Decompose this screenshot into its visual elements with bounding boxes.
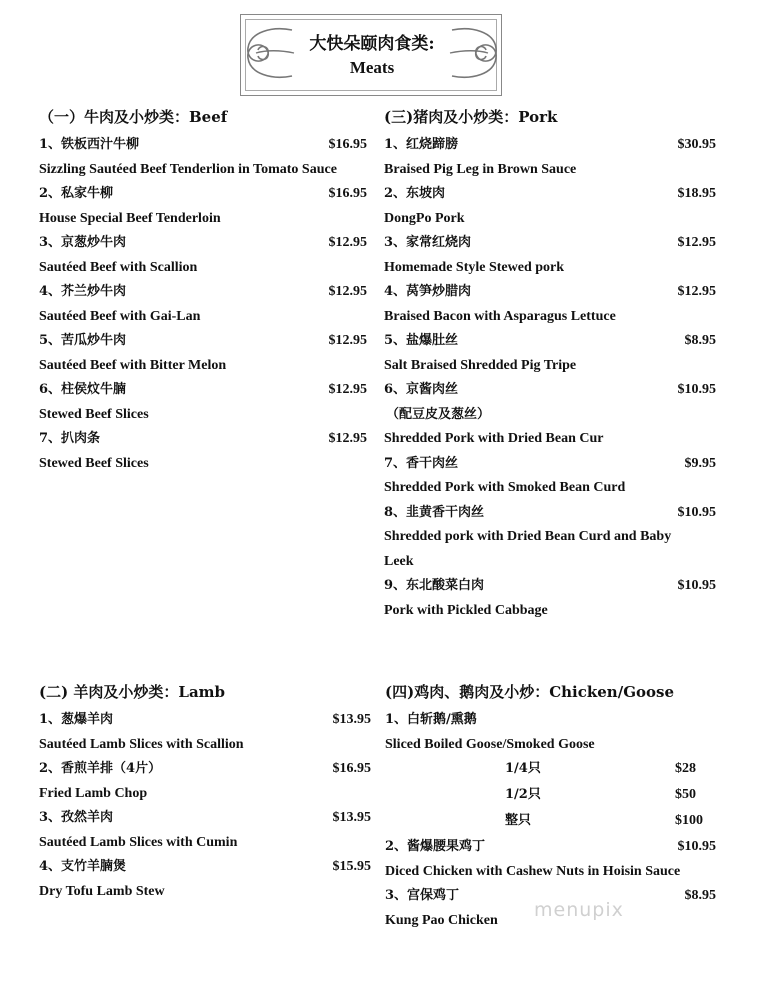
price: $10.95 — [677, 839, 716, 854]
dish-name-english — [39, 158, 367, 183]
price: $100 — [675, 813, 703, 828]
dish-name-chinese: 5、盐爆肚丝 — [384, 333, 459, 348]
price: $10.95 — [677, 578, 716, 593]
dish-name-english-text: Sautéed Lamb Slices with Scallion — [39, 736, 244, 752]
dish-name-english — [39, 207, 367, 232]
dish-name-english — [385, 860, 716, 885]
dish-name-english-text: Sizzling Sautéed Beef Tenderlion in Tomato Sauce — [39, 161, 337, 177]
dish-name-english-text: Stewed Beef Slices — [39, 455, 149, 471]
dish-name-english-text: Dry Tofu Lamb Stew — [39, 883, 165, 899]
section-title-lamb: (二) 羊肉及小炒类：Lamb — [39, 683, 226, 701]
price: $16.95 — [332, 761, 371, 776]
menu-item-row — [39, 329, 367, 354]
dish-name-chinese: 4、芥兰炒牛肉 — [39, 284, 127, 299]
portion-label: 1/2只 — [505, 787, 541, 802]
dish-name-english — [39, 782, 371, 807]
dish-name-chinese: 5、苦瓜炒牛肉 — [39, 333, 127, 348]
dish-name-chinese: 3、孜然羊肉 — [39, 810, 114, 825]
dish-name-chinese: 6、柱侯炆牛腩 — [39, 382, 127, 397]
dish-name-english-text: Sliced Boiled Goose/Smoked Goose — [385, 736, 595, 752]
dish-name-english — [384, 305, 716, 330]
dish-name-english — [39, 452, 367, 477]
price: $13.95 — [332, 712, 371, 727]
menu-item-row — [384, 501, 716, 526]
dish-name-english — [39, 831, 371, 856]
dish-name-english — [39, 354, 367, 379]
section-title-beef: （一）牛肉及小炒类：Beef — [39, 108, 228, 126]
dish-name-english-text: Shredded Pork with Smoked Bean Curd — [384, 480, 626, 495]
flourish-right-icon — [448, 22, 502, 84]
price: $12.95 — [328, 235, 367, 250]
dish-name-english-text: Leek — [384, 553, 414, 569]
dish-name-chinese: 2、私家牛柳 — [39, 186, 114, 201]
dish-name-english-text: DongPo Pork — [384, 210, 465, 226]
dish-name-english — [384, 158, 716, 183]
menu-item-row — [384, 329, 716, 354]
dish-name-chinese: 1、葱爆羊肉 — [39, 712, 114, 727]
dish-name-english — [384, 427, 716, 452]
dish-name-english-text: Sautéed Lamb Slices with Cumin — [39, 834, 238, 850]
dish-name-english-text: Fried Lamb Chop — [39, 785, 148, 801]
dish-name-chinese: 2、酱爆腰果鸡丁 — [385, 839, 486, 854]
dish-name-english-text: Kung Pao Chicken — [385, 912, 498, 928]
section-title-pork: (三)猪肉及小炒类：Pork — [384, 108, 558, 126]
menu-item-row — [384, 452, 716, 477]
menu-item-row — [384, 280, 716, 305]
dish-name-chinese: 9、东北酸菜白肉 — [384, 578, 485, 593]
menu-portion-row — [385, 783, 716, 809]
dish-name-english — [39, 256, 367, 281]
dish-name-chinese: 3、京葱炒牛肉 — [39, 235, 127, 250]
dish-name-english — [384, 599, 716, 624]
price: $12.95 — [677, 284, 716, 299]
menu-item-row — [384, 182, 716, 207]
flourish-left-icon — [242, 22, 296, 84]
dish-name-chinese: 3、家常红烧肉 — [384, 235, 472, 250]
dish-name-english — [384, 476, 716, 501]
price: $15.95 — [332, 859, 371, 874]
dish-name-chinese: 8、韭黄香干肉丝 — [384, 504, 485, 520]
menu-item-row — [39, 806, 371, 831]
dish-name-chinese: 4、支竹羊腩煲 — [39, 859, 127, 874]
price: $10.95 — [677, 382, 716, 397]
dish-name-english-text: Homemade Style Stewed pork — [384, 259, 565, 275]
menu-item-row — [39, 280, 367, 305]
price: $12.95 — [328, 431, 367, 446]
price: $13.95 — [332, 810, 371, 825]
page-title-chinese: 大快朵颐肉食类: — [309, 34, 435, 54]
dish-name-english-text: Stewed Beef Slices — [39, 406, 149, 422]
menu-item-row — [39, 378, 367, 403]
price: $30.95 — [677, 137, 716, 152]
dish-name-english — [39, 880, 371, 905]
menu-item-row — [39, 182, 367, 207]
price: $10.95 — [677, 504, 716, 520]
dish-name-english — [384, 354, 716, 379]
price: $28 — [675, 761, 696, 776]
menu-portion-row — [385, 809, 716, 835]
dish-name-english-text: Salt Braised Shredded Pig Tripe — [384, 357, 577, 373]
dish-name-chinese: 7、扒肉条 — [39, 431, 101, 446]
price: $16.95 — [328, 137, 367, 152]
dish-name-english-text: Pork with Pickled Cabbage — [384, 602, 548, 618]
price: $8.95 — [684, 333, 716, 348]
dish-name-chinese: 3、宫保鸡丁 — [385, 888, 460, 903]
dish-name-chinese: 2、东坡肉 — [384, 186, 446, 201]
section-lamb — [39, 680, 371, 904]
page-title-english: Meats — [349, 58, 395, 77]
dish-name-chinese: 1、红烧蹄膀 — [384, 137, 459, 152]
price: $12.95 — [328, 333, 367, 348]
portion-label: 1/4只 — [505, 761, 541, 776]
dish-name-english — [385, 733, 716, 758]
menu-item-row — [385, 708, 716, 733]
dish-name-english-text: Braised Bacon with Asparagus Lettuce — [384, 308, 616, 324]
watermark: menupix — [534, 899, 624, 921]
menu-item-row — [384, 378, 716, 403]
section-beef — [39, 105, 367, 476]
dish-name-english-text: Shredded Pork with Dried Bean Cur — [384, 431, 604, 446]
menu-item-row — [384, 133, 716, 158]
dish-name-english-text: Braised Pig Leg in Brown Sauce — [384, 161, 577, 177]
menu-item-row — [39, 231, 367, 256]
dish-name-chinese: 1、铁板西汁牛柳 — [39, 137, 140, 152]
dish-note-text: （配豆皮及葱丝） — [386, 406, 491, 422]
menu-item-row — [39, 133, 367, 158]
dish-name-english — [39, 403, 367, 428]
price: $9.95 — [684, 455, 716, 471]
price: $12.95 — [328, 382, 367, 397]
dish-name-english-text: Sautéed Beef with Gai-Lan — [39, 308, 201, 324]
price: $8.95 — [684, 888, 716, 903]
dish-name-english-text: Diced Chicken with Cashew Nuts in Hoisin Sauce — [385, 863, 681, 879]
price: $12.95 — [328, 284, 367, 299]
dish-name-chinese: 7、香干肉丝 — [384, 455, 459, 471]
menu-portion-row — [385, 757, 716, 783]
dish-name-english — [384, 256, 716, 281]
menu-item-row — [39, 855, 371, 880]
price: $16.95 — [328, 186, 367, 201]
section-title-chicken: (四)鸡肉、鹅肉及小炒：Chicken/Goose — [385, 683, 675, 701]
dish-name-english-text: Sautéed Beef with Bitter Melon — [39, 357, 227, 373]
dish-name-chinese: 1、白斩鹅/熏鹅 — [385, 712, 477, 727]
dish-name-english — [39, 733, 371, 758]
menu-item-row — [384, 574, 716, 599]
menu-item-row — [39, 427, 367, 452]
price: $50 — [675, 787, 696, 802]
price: $12.95 — [677, 235, 716, 250]
dish-name-english — [384, 207, 716, 232]
dish-name-chinese: 6、京酱肉丝 — [384, 382, 459, 397]
dish-name-english-text: Sautéed Beef with Scallion — [39, 259, 198, 275]
menu-item-row — [384, 231, 716, 256]
dish-note-chinese — [384, 403, 716, 428]
section-pork — [384, 105, 716, 623]
section-chicken — [385, 680, 716, 933]
dish-name-english — [39, 305, 367, 330]
dish-name-chinese: 4、莴笋炒腊肉 — [384, 284, 472, 299]
dish-name-chinese: 2、香煎羊排（4片） — [39, 761, 162, 776]
menu-item-row — [39, 757, 371, 782]
dish-name-english-text: Shredded pork with Dried Bean Curd and Baby — [384, 529, 672, 544]
portion-label: 整只 — [505, 813, 532, 828]
price: $18.95 — [677, 186, 716, 201]
dish-name-english — [384, 550, 716, 575]
dish-name-english-text: House Special Beef Tenderloin — [39, 210, 221, 226]
dish-name-english — [384, 525, 716, 550]
menu-item-row — [385, 835, 716, 860]
menu-item-row — [39, 708, 371, 733]
